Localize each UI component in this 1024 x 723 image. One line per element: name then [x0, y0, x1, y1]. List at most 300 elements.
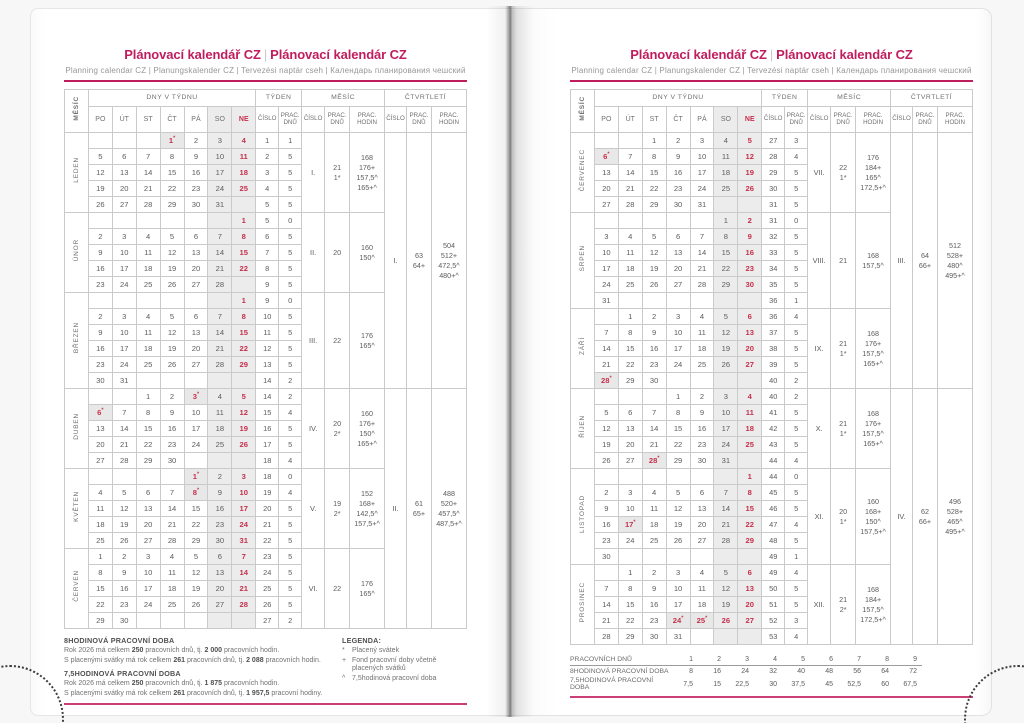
day-cell [714, 469, 738, 485]
month-label [571, 389, 595, 469]
week-number-cell: 49 [762, 565, 785, 581]
day-cell: 19 [666, 517, 690, 533]
week-workdays-cell: 1 [279, 133, 302, 149]
day-cell: 3 [136, 549, 160, 565]
week-workdays-cell: 5 [785, 277, 808, 293]
stat-line: 495+^ [945, 526, 965, 536]
month-workdays-cell [325, 293, 350, 389]
stat-header [891, 107, 913, 133]
day-cell: 15 [136, 421, 160, 437]
week-workdays-cell: 0 [279, 469, 302, 485]
day-cell: 2 [184, 133, 208, 149]
month-hours-cell [350, 213, 385, 293]
week-workdays-cell: 5 [785, 325, 808, 341]
footer-text-segment: pracovních hodin. [222, 646, 280, 654]
week-number-cell: 13 [256, 357, 279, 373]
day-cell: 2 [738, 213, 762, 229]
day-cell: 18 [88, 517, 112, 533]
week-number-cell: 50 [762, 581, 785, 597]
week-workdays-cell: 5 [279, 597, 302, 613]
day-cell [160, 373, 184, 389]
stat-header-line: PRAC. [439, 111, 459, 119]
day-cell: 12 [112, 501, 136, 517]
week-workdays-cell: 4 [785, 565, 808, 581]
day-cell [618, 213, 642, 229]
week-workdays-cell: 2 [785, 373, 808, 389]
day-cell [160, 613, 184, 629]
day-header: SO [714, 107, 738, 133]
stat-line: 165^ [865, 172, 881, 182]
day-cell: 28 [594, 629, 618, 645]
week-workdays-cell: 5 [785, 261, 808, 277]
day-cell [738, 453, 762, 469]
day-header: NE [738, 107, 762, 133]
day-cell [88, 293, 112, 309]
day-cell: 8 [232, 229, 256, 245]
conversion-row [570, 654, 922, 666]
month-workdays-cell [831, 309, 856, 389]
day-cell: 8 [618, 325, 642, 341]
day-cell [618, 517, 642, 533]
title-separator: | [263, 47, 268, 62]
day-cell: 4 [88, 485, 112, 501]
day-cell: 1 [136, 389, 160, 405]
conversion-value: 67,5 [903, 680, 917, 688]
week-number-cell: 23 [256, 549, 279, 565]
stat-header-line: HODIN [357, 118, 378, 126]
day-cell: 1 [232, 293, 256, 309]
day-number: 25 [696, 616, 706, 625]
day-cell: 12 [160, 325, 184, 341]
day-cell: 5 [88, 149, 112, 165]
month-hours-cell [856, 565, 891, 645]
stat-header-line: ČÍSLO [303, 115, 323, 123]
stat-header [385, 107, 407, 133]
day-cell: 5 [666, 485, 690, 501]
stat-line: 63 [414, 250, 423, 260]
conversion-value: 52,5 [847, 680, 861, 688]
stat-line: 21 [839, 418, 848, 428]
day-cell [136, 373, 160, 389]
day-cell: 18 [714, 165, 738, 181]
day-cell: 11 [160, 565, 184, 581]
day-cell: 14 [112, 421, 136, 437]
day-cell: 24 [112, 277, 136, 293]
day-cell: 22 [642, 181, 666, 197]
day-cell [136, 133, 160, 149]
day-cell: 23 [738, 261, 762, 277]
day-cell: 27 [112, 197, 136, 213]
day-cell [690, 293, 714, 309]
quarter-workdays-cell [913, 133, 938, 389]
day-cell: 14 [208, 245, 232, 261]
stat-header-line: DNŮ [789, 118, 803, 126]
day-cell [666, 613, 690, 629]
week-workdays-cell: 0 [279, 213, 302, 229]
day-number: 8 [192, 488, 197, 497]
day-cell [112, 213, 136, 229]
day-cell [112, 133, 136, 149]
days-group-header: DNY V TÝDNU [594, 90, 761, 107]
page-right-content [570, 47, 973, 698]
quarter-hours-cell [937, 389, 972, 645]
day-cell: 6 [184, 309, 208, 325]
stat-header-line: DNŮ [412, 118, 426, 126]
page-title [570, 47, 973, 62]
day-cell: 24 [232, 517, 256, 533]
day-cell: 18 [690, 597, 714, 613]
day-cell: 21 [208, 341, 232, 357]
day-cell: 9 [88, 245, 112, 261]
paid-holiday-asterisk: * [705, 615, 708, 622]
month-label [65, 133, 89, 213]
day-cell: 20 [690, 517, 714, 533]
stat-line: 62 [920, 506, 929, 516]
day-cell: 14 [618, 165, 642, 181]
day-cell: 7 [112, 405, 136, 421]
quarter-workdays-cell [406, 133, 431, 389]
day-cell: 28 [208, 357, 232, 373]
day-cell [690, 549, 714, 565]
day-cell: 28 [160, 533, 184, 549]
day-cell: 13 [738, 325, 762, 341]
title-slovak: Plánovací kalendár CZ [270, 47, 407, 62]
day-cell [714, 373, 738, 389]
stat-line: 157,5+^ [354, 518, 380, 528]
month-number-cell: IX. [808, 309, 831, 389]
day-cell [112, 389, 136, 405]
stat-header-line: PRAC. [357, 111, 377, 119]
day-cell: 28 [136, 197, 160, 213]
work-time-8h-heading: 8HODINOVÁ PRACOVNÍ DOBA [64, 636, 175, 645]
day-cell: 2 [690, 389, 714, 405]
footer-text-segment: pracovních dnů, tj. [185, 689, 247, 697]
day-cell: 6 [112, 149, 136, 165]
stat-header [937, 107, 972, 133]
day-number: 6 [603, 152, 608, 161]
month-workdays-cell [325, 133, 350, 213]
month-label-text: BŘEZEN [72, 322, 80, 354]
day-cell: 22 [714, 261, 738, 277]
month-number-cell: IV. [302, 389, 325, 469]
day-cell: 14 [160, 501, 184, 517]
week-workdays-cell: 1 [785, 293, 808, 309]
bottom-rule [570, 696, 973, 698]
week-number-cell: 10 [256, 309, 279, 325]
day-cell: 16 [666, 165, 690, 181]
day-cell: 24 [184, 437, 208, 453]
day-cell: 27 [690, 533, 714, 549]
footer-text-segment: pracovních dnů, tj. [143, 679, 205, 687]
day-cell: 1 [618, 309, 642, 325]
day-cell: 30 [642, 373, 666, 389]
week-workdays-cell: 5 [785, 405, 808, 421]
day-cell [160, 469, 184, 485]
day-cell: 4 [690, 565, 714, 581]
legend-symbol: ^ [342, 675, 346, 683]
week-workdays-cell: 5 [785, 597, 808, 613]
month-column-header [65, 90, 89, 133]
day-cell: 1 [738, 469, 762, 485]
title-rule [570, 80, 973, 82]
day-cell [184, 389, 208, 405]
title-czech: Plánovací kalendář CZ [630, 47, 767, 62]
week-number-cell: 20 [256, 501, 279, 517]
day-cell: 20 [184, 261, 208, 277]
day-cell: 18 [208, 421, 232, 437]
day-cell: 19 [160, 261, 184, 277]
day-cell: 5 [160, 229, 184, 245]
day-cell: 7 [232, 549, 256, 565]
stat-line: 1* [839, 428, 847, 438]
day-cell [136, 213, 160, 229]
month-hours-cell [856, 389, 891, 469]
stat-line: 22 [839, 162, 848, 172]
legend-text: Placený svátek [352, 646, 400, 654]
day-cell: 13 [618, 421, 642, 437]
stat-line: 160 [867, 496, 880, 506]
day-cell [208, 293, 232, 309]
day-cell: 13 [184, 245, 208, 261]
day-cell: 22 [160, 181, 184, 197]
day-cell: 21 [136, 181, 160, 197]
week-number-cell: 36 [762, 309, 785, 325]
stat-line: 1* [839, 172, 847, 182]
month-workdays-cell [325, 389, 350, 469]
stat-line: 21 [839, 594, 848, 604]
day-cell [208, 213, 232, 229]
day-cell [642, 389, 666, 405]
month-workdays-cell [831, 389, 856, 469]
day-cell: 4 [738, 389, 762, 405]
day-cell: 29 [714, 277, 738, 293]
day-cell: 23 [208, 517, 232, 533]
day-header: ČT [160, 107, 184, 133]
day-cell: 24 [136, 597, 160, 613]
stat-line: 168 [361, 152, 374, 162]
day-cell: 22 [618, 613, 642, 629]
conversion-value: 72 [909, 668, 917, 675]
planning-table-first-half [64, 89, 467, 629]
day-cell: 6 [738, 309, 762, 325]
day-cell: 31 [714, 453, 738, 469]
stat-line: 172,5+^ [860, 182, 886, 192]
stat-line: 184+ [864, 162, 882, 172]
week-workdays-cell: 5 [279, 165, 302, 181]
day-cell: 11 [642, 501, 666, 517]
month-label [571, 133, 595, 213]
day-cell: 26 [160, 357, 184, 373]
week-workdays-cell: 4 [785, 149, 808, 165]
work-time-75h-heading: 7,5HODINOVÁ PRACOVNÍ DOBA [64, 669, 181, 679]
week-workdays-cell: 5 [279, 261, 302, 277]
day-cell: 16 [88, 341, 112, 357]
day-cell: 6 [208, 549, 232, 565]
week-number-cell: 26 [256, 597, 279, 613]
day-cell: 13 [738, 581, 762, 597]
week-workdays-cell: 5 [279, 181, 302, 197]
week-number-cell: 15 [256, 405, 279, 421]
day-cell: 28 [208, 277, 232, 293]
week-number-cell: 42 [762, 421, 785, 437]
day-cell: 15 [184, 501, 208, 517]
page-subtitle: Planning calendar CZ | Planungskalender CZ | Tervezési naptár cseh | Календарь планирования чешский [571, 66, 972, 75]
conversion-row-label: 8HODINOVÁ PRACOVNÍ DOBA [570, 668, 669, 675]
day-cell: 13 [690, 501, 714, 517]
month-group-header: MĚSÍC [808, 90, 891, 107]
day-cell: 26 [642, 277, 666, 293]
week-row [571, 389, 973, 405]
week-workdays-cell: 4 [785, 629, 808, 645]
day-cell: 14 [642, 421, 666, 437]
day-cell: 13 [184, 325, 208, 341]
day-cell [666, 549, 690, 565]
days-group-header: DNY V TÝDNU [88, 90, 255, 107]
week-workdays-cell: 5 [279, 501, 302, 517]
stat-line: 21 [839, 338, 848, 348]
day-cell: 30 [738, 277, 762, 293]
week-number-cell: 41 [762, 405, 785, 421]
conversion-value: 45 [825, 680, 833, 688]
day-cell: 20 [666, 261, 690, 277]
stat-line: 21 [333, 162, 342, 172]
week-workdays-cell: 5 [279, 533, 302, 549]
week-workdays-cell: 5 [279, 357, 302, 373]
stat-line: 2* [333, 508, 341, 518]
day-cell: 8 [232, 309, 256, 325]
day-cell: 17 [184, 421, 208, 437]
day-cell: 3 [208, 133, 232, 149]
month-workdays-cell [325, 213, 350, 293]
stat-line: 495+^ [945, 270, 965, 280]
conversion-value: 15 [713, 680, 721, 688]
day-cell: 29 [666, 453, 690, 469]
day-cell: 4 [618, 229, 642, 245]
stat-line: 168 [867, 328, 880, 338]
month-number-cell: III. [302, 293, 325, 389]
day-cell: 22 [184, 517, 208, 533]
day-cell [112, 293, 136, 309]
day-cell: 20 [88, 437, 112, 453]
week-workdays-cell: 5 [785, 197, 808, 213]
week-workdays-cell: 5 [785, 229, 808, 245]
day-cell: 8 [714, 229, 738, 245]
week-workdays-cell: 5 [279, 149, 302, 165]
title-czech: Plánovací kalendář CZ [124, 47, 261, 62]
stat-line: 528+ [946, 250, 964, 260]
week-number-cell: 33 [762, 245, 785, 261]
conversion-value: 3 [726, 654, 754, 666]
day-cell [184, 469, 208, 485]
day-cell: 25 [208, 437, 232, 453]
conversion-value: 4 [754, 654, 782, 666]
day-cell: 25 [88, 533, 112, 549]
day-cell: 26 [184, 597, 208, 613]
stat-line: 160 [361, 242, 374, 252]
day-number: 3 [192, 392, 197, 401]
day-cell: 2 [594, 485, 618, 501]
day-cell: 24 [208, 181, 232, 197]
paid-holiday-asterisk: * [197, 391, 200, 398]
week-number-cell: 31 [762, 197, 785, 213]
day-cell: 11 [88, 501, 112, 517]
day-cell [594, 565, 618, 581]
day-cell: 8 [642, 149, 666, 165]
legend-symbol: + [342, 656, 347, 664]
day-cell: 22 [232, 261, 256, 277]
week-number-cell: 35 [762, 277, 785, 293]
day-cell: 14 [136, 165, 160, 181]
day-cell [642, 549, 666, 565]
week-number-cell: 14 [256, 389, 279, 405]
day-cell: 30 [88, 373, 112, 389]
week-number-cell: 3 [256, 165, 279, 181]
conversion-row-label: PRACOVNÍCH DNŮ [570, 654, 670, 666]
day-cell [714, 629, 738, 645]
day-cell: 8 [88, 565, 112, 581]
stat-header-line: DNŮ [330, 118, 344, 126]
day-cell: 6 [136, 485, 160, 501]
stat-header-line: PRAC. [409, 111, 429, 119]
day-cell: 6 [738, 565, 762, 581]
day-cell: 7 [690, 229, 714, 245]
week-number-cell: 9 [256, 293, 279, 309]
day-cell: 2 [208, 469, 232, 485]
week-workdays-cell: 5 [785, 165, 808, 181]
day-cell: 21 [594, 357, 618, 373]
week-workdays-cell: 5 [279, 549, 302, 565]
day-cell [690, 373, 714, 389]
day-cell: 29 [160, 197, 184, 213]
month-label [571, 213, 595, 309]
week-workdays-cell: 2 [279, 373, 302, 389]
stat-header-line: PRAC. [327, 111, 347, 119]
day-header: ÚT [618, 107, 642, 133]
day-cell [136, 293, 160, 309]
day-cell: 7 [714, 485, 738, 501]
week-number-cell: 47 [762, 517, 785, 533]
day-cell: 9 [642, 325, 666, 341]
day-cell: 16 [184, 165, 208, 181]
day-cell: 31 [690, 197, 714, 213]
day-cell: 19 [642, 261, 666, 277]
day-cell [112, 469, 136, 485]
day-cell: 13 [666, 245, 690, 261]
day-cell: 3 [666, 309, 690, 325]
footer-line [64, 647, 342, 656]
day-header: PÁ [690, 107, 714, 133]
day-cell: 29 [136, 453, 160, 469]
day-cell: 3 [112, 229, 136, 245]
day-cell: 17 [112, 261, 136, 277]
day-cell [690, 613, 714, 629]
week-row [65, 389, 467, 405]
day-cell: 11 [232, 149, 256, 165]
day-cell: 27 [88, 453, 112, 469]
footer-left [64, 636, 467, 698]
day-header: PO [594, 107, 618, 133]
day-cell: 4 [232, 133, 256, 149]
month-hours-cell [856, 469, 891, 565]
conversion-value: 6 [810, 654, 838, 666]
week-number-cell: 12 [256, 341, 279, 357]
week-row [65, 133, 467, 149]
day-cell: 23 [88, 357, 112, 373]
day-cell: 9 [184, 149, 208, 165]
day-cell: 22 [232, 341, 256, 357]
month-label [571, 565, 595, 645]
day-cell [618, 389, 642, 405]
